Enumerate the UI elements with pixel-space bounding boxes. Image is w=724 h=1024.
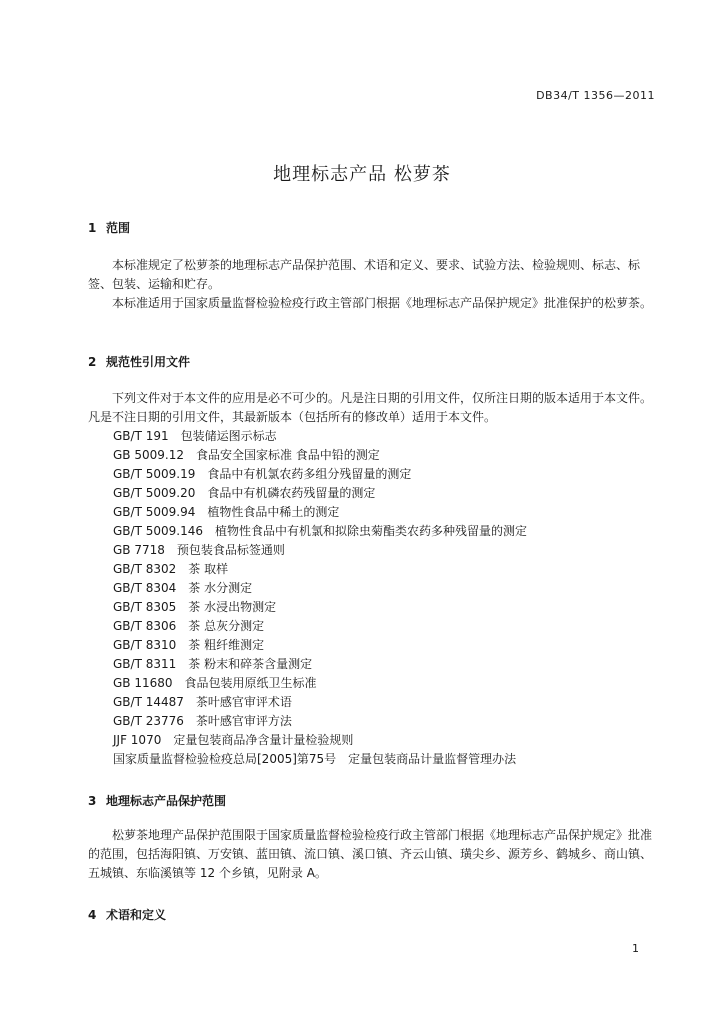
section-number: 3 (88, 794, 97, 808)
reference-item: GB/T 5009.146 植物性食品中有机氯和拟除虫菊酯类农药多种残留量的测定 (113, 524, 527, 538)
reference-item: GB/T 8306 茶 总灰分测定 (113, 619, 265, 633)
reference-item: GB/T 14487 茶叶感官审评术语 (113, 695, 292, 709)
reference-item: GB/T 5009.19 食品中有机氯农药多组分残留量的测定 (113, 467, 412, 481)
standard-code: DB34/T 1356—2011 (536, 89, 655, 102)
section-1-paragraph-1 (88, 256, 660, 294)
section-number: 1 (88, 221, 97, 235)
reference-item: GB/T 8305 茶 水浸出物测定 (113, 600, 277, 614)
reference-item: JJF 1070 定量包装商品净含量计量检验规则 (113, 733, 354, 747)
section-title: 范围 (106, 221, 131, 235)
reference-item: GB/T 23776 茶叶感官审评方法 (113, 714, 292, 728)
page-number: 1 (632, 942, 639, 955)
section-number: 4 (88, 908, 97, 922)
paragraph-text: 下列文件对于本文件的应用是必不可少的。凡是注日期的引用文件，仅所注日期的版本适用于本文件。凡是不注日期的引用文件，其最新版本（包括所有的修改单）适用于本文件。 (88, 391, 653, 424)
section-1-heading (88, 219, 130, 236)
reference-item: GB 11680 食品包装用原纸卫生标准 (113, 676, 317, 690)
section-3-heading (88, 792, 226, 809)
paragraph-text: 本标准规定了松萝茶的地理标志产品保护范围、术语和定义、要求、试验方法、检验规则、标志、标签、包装、运输和贮存。 (88, 258, 641, 291)
reference-item: GB/T 191 包装储运图示标志 (113, 429, 277, 443)
reference-item: GB/T 8311 茶 粉末和碎茶含量测定 (113, 657, 313, 671)
reference-item: GB 7718 预包装食品标签通则 (113, 543, 285, 557)
reference-item: GB/T 8310 茶 粗纤维测定 (113, 638, 265, 652)
reference-item: GB/T 5009.20 食品中有机磷农药残留量的测定 (113, 486, 376, 500)
section-2-heading (88, 353, 190, 370)
paragraph-text: 本标准适用于国家质量监督检验检疫行政主管部门根据《地理标志产品保护规定》批准保护的松萝茶。 (112, 296, 653, 310)
normative-references-list (113, 427, 527, 769)
reference-item: 国家质量监督检验检疫总局[2005]第75号 定量包装商品计量监督管理办法 (113, 752, 517, 766)
section-2-paragraph-1 (88, 389, 660, 427)
section-1-paragraph-2 (88, 294, 660, 313)
section-3-paragraph-1 (88, 826, 660, 883)
reference-item: GB 5009.12 食品安全国家标准 食品中铅的测定 (113, 448, 380, 462)
reference-item: GB/T 5009.94 植物性食品中稀土的测定 (113, 505, 340, 519)
section-number: 2 (88, 355, 97, 369)
section-title: 术语和定义 (106, 908, 167, 922)
section-title: 地理标志产品保护范围 (106, 794, 227, 808)
document-title: 地理标志产品 松萝茶 (273, 164, 451, 185)
reference-item: GB/T 8302 茶 取样 (113, 562, 229, 576)
section-4-heading (88, 906, 166, 923)
paragraph-text: 松萝茶地理产品保护范围限于国家质量监督检验检疫行政主管部门根据《地理标志产品保护规定》批准的范围，包括海阳镇、万安镇、蓝田镇、流口镇、溪口镇、齐云山镇、璜尖乡、源芳乡、鹤城乡、商山镇、五城镇、东临溪镇等 12 个乡镇，见附录 A。 (88, 828, 653, 880)
reference-item: GB/T 8304 茶 水分测定 (113, 581, 253, 595)
section-title: 规范性引用文件 (106, 355, 191, 369)
